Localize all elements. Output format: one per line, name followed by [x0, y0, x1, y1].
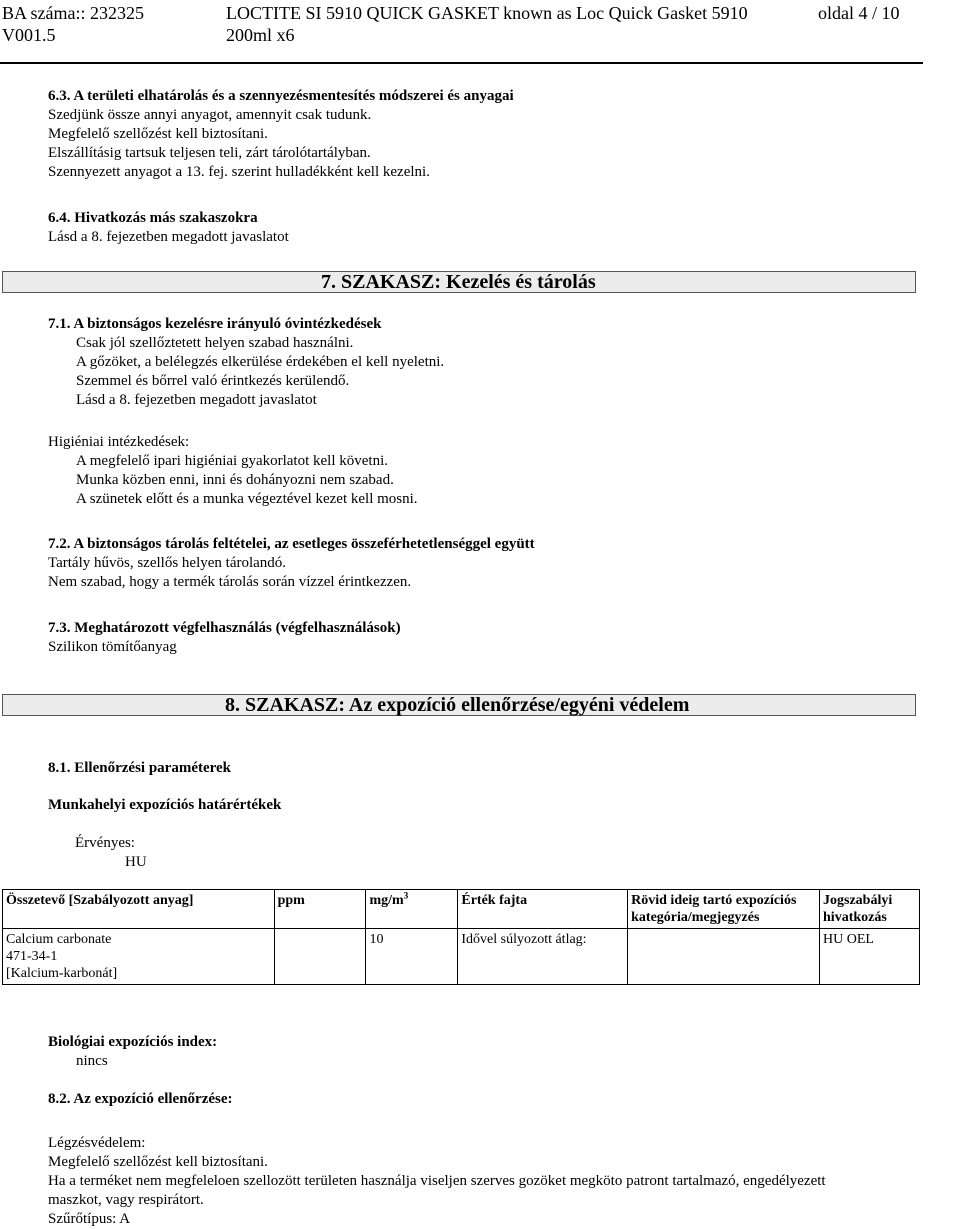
biological-index-value: nincs	[76, 1053, 108, 1069]
filter-type: Szűrőtípus: A	[48, 1211, 131, 1227]
component-cas: 471-34-1	[6, 949, 58, 964]
heading-biological-index: Biológiai expozíciós index:	[48, 1034, 218, 1050]
header-mgm3-sup: 3	[403, 890, 409, 901]
text-line: Munka közben enni, inni és dohányozni nem szabad.	[76, 472, 394, 488]
cell-short-term	[628, 929, 820, 985]
respiratory-protection	[48, 1134, 948, 1229]
text-line: Szemmel és bőrrel való érintkezés kerülendő.	[76, 373, 350, 389]
section-7-2	[48, 535, 928, 592]
header-legal-line2: hivatkozás	[823, 910, 887, 925]
hygiene-measures	[48, 433, 928, 509]
heading-7-2: 7.2. A biztonságos tárolás feltételei, az esetleges összeférhetetlenséggel együtt	[48, 536, 535, 552]
section-8-bar	[2, 694, 916, 716]
text-line: A gőzöket, a belélegzés elkerülése érdekében el kell nyeletni.	[76, 354, 445, 370]
text-line: A megfelelő ipari higiéniai gyakorlatot kell követni.	[76, 453, 388, 469]
section-6-4	[48, 209, 928, 247]
header-ppm: ppm	[274, 890, 366, 929]
heading-6-4: 6.4. Hivatkozás más szakaszokra	[48, 210, 258, 226]
section-7-1	[48, 315, 928, 410]
cell-ppm	[274, 929, 366, 985]
text-line: Lásd a 8. fejezetben megadott javaslatot	[76, 392, 317, 408]
document-number: BA száma:: 232325	[2, 3, 144, 23]
header-mgm3-text: mg/m	[369, 893, 404, 908]
validity-value: HU	[125, 854, 147, 870]
text-line: Lásd a 8. fejezetben megadott javaslatot	[48, 229, 289, 245]
heading-6-3: 6.3. A területi elhatárolás és a szennyezésmentesítés módszerei és anyagai	[48, 88, 514, 104]
section-8-2	[48, 1090, 928, 1109]
exposure-limits-heading	[48, 796, 928, 815]
text-line: Szilikon tömítőanyag	[48, 639, 177, 655]
cell-component	[3, 929, 275, 985]
product-name-line2: 200ml x6	[226, 25, 295, 45]
product-name-line1: LOCTITE SI 5910 QUICK GASKET known as Loc Quick Gasket 5910	[226, 3, 748, 23]
section-8-1	[48, 759, 928, 778]
cell-value-type: Idővel súlyozott átlag:	[458, 929, 628, 985]
text-line: Csak jól szellőztetett helyen szabad használni.	[76, 335, 354, 351]
header-divider	[0, 62, 923, 64]
text-line: Elszállításig tartsuk teljesen teli, zárt tárolótartályban.	[48, 145, 371, 161]
heading-7-1: 7.1. A biztonságos kezelésre irányuló óvintézkedések	[48, 316, 382, 332]
text-line: Szennyezett anyagot a 13. fej. szerint hulladékként kell kezelni.	[48, 164, 430, 180]
component-name: Calcium carbonate	[6, 932, 112, 947]
biological-index	[48, 1033, 928, 1071]
page-header	[0, 2, 960, 64]
text-line: Megfelelő szellőzést kell biztosítani.	[48, 1154, 268, 1170]
page-number: oldal 4 / 10	[818, 3, 900, 23]
validity-label: Érvényes:	[75, 835, 135, 851]
text-line: A szünetek előtt és a munka végeztével kezet kell mosni.	[76, 491, 418, 507]
section-6-3	[48, 87, 928, 182]
section-7-bar	[2, 271, 916, 293]
text-line: Tartály hűvös, szellős helyen tárolandó.	[48, 555, 287, 571]
text-line: Ha a terméket nem megfeleloen szellozött területen használja viseljen szerves gozöket megköto patront tartalmazó, engedélyezett	[48, 1173, 826, 1189]
section-7-3	[48, 619, 928, 657]
header-legal-line1: Jogszabályi	[823, 893, 893, 908]
header-component: Összetevő [Szabályozott anyag]	[3, 890, 275, 929]
heading-8-1: 8.1. Ellenőrzési paraméterek	[48, 760, 232, 776]
text-line: Megfelelő szellőzést kell biztosítani.	[48, 126, 268, 142]
heading-exposure-limits: Munkahelyi expozíciós határértékek	[48, 797, 282, 813]
header-short-term-line1: Rövid ideig tartó expozíciós	[631, 893, 797, 908]
exposure-limits-table	[2, 889, 920, 985]
header-short-term	[628, 890, 820, 929]
cell-mgm3: 10	[366, 929, 458, 985]
header-mgm3	[366, 890, 458, 929]
component-local-name: [Kalcium-karbonát]	[6, 966, 118, 981]
table-row	[3, 929, 920, 985]
text-line: Nem szabad, hogy a termék tárolás során vízzel érintkezzen.	[48, 574, 412, 590]
text-line: Szedjünk össze annyi anyagot, amennyit csak tudunk.	[48, 107, 372, 123]
respiratory-label: Légzésvédelem:	[48, 1135, 146, 1151]
validity	[75, 834, 955, 872]
table-header-row	[3, 890, 920, 929]
heading-8-2: 8.2. Az expozíció ellenőrzése:	[48, 1091, 233, 1107]
hygiene-label: Higiéniai intézkedések:	[48, 434, 190, 450]
header-short-term-line2: kategória/megjegyzés	[631, 910, 760, 925]
text-line: maszkot, vagy respirátort.	[48, 1192, 204, 1208]
heading-7-3: 7.3. Meghatározott végfelhasználás (végfelhasználások)	[48, 620, 401, 636]
document-id	[2, 2, 212, 46]
cell-legal: HU OEL	[820, 929, 920, 985]
header-value-type: Érték fajta	[458, 890, 628, 929]
section-7-title: 7. SZAKASZ: Kezelés és tárolás	[321, 271, 596, 293]
section-8-title: 8. SZAKASZ: Az expozíció ellenőrzése/egyéni védelem	[225, 694, 690, 716]
document-version: V001.5	[2, 25, 56, 45]
header-legal	[820, 890, 920, 929]
product-name	[226, 2, 786, 46]
